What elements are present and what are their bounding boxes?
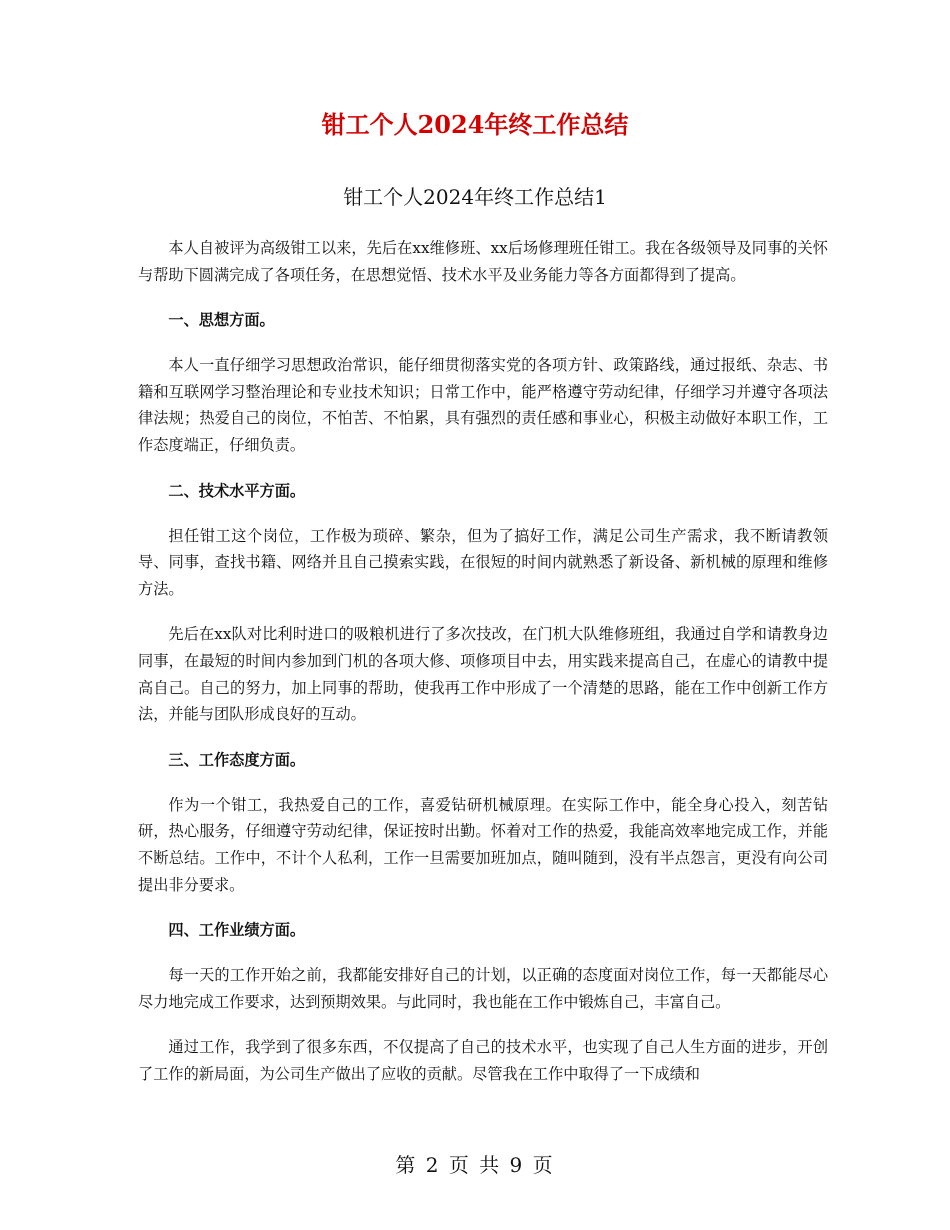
page-number-footer: 第 2 页 共 9 页	[395, 1153, 555, 1177]
paragraph-intro: 本人自被评为高级钳工以来，先后在xx维修班、xx后场修理班任钳工。我在各级领导及同事的关怀与帮助下圆满完成了各项任务，在思想觉悟、技术水平及业务能力等各方面都得到了提高。	[138, 239, 828, 284]
paragraph-attitude: 作为一个钳工，我热爱自己的工作，喜爱钻研机械原理。在实际工作中，能全身心投入，刻苦钻研，热心服务，仔细遵守劳动纪律，保证按时出勤。怀着对工作的热爱，我能高效率地完成工作，并能不断总结。工作中，不计个人私利，工作一旦需要加班加点，随叫随到，没有半点怨言，更没有向公司提出非分要求。	[138, 795, 828, 894]
section-heading-thought: 一、思想方面。	[168, 311, 275, 330]
paragraph-performance-1: 每一天的工作开始之前，我都能安排好自己的计划，以正确的态度面对岗位工作，每一天都能尽心尽力地完成工作要求，达到预期效果。与此同时，我也能在工作中锻炼自己，丰富自己。	[138, 966, 828, 1011]
section-heading-attitude: 三、工作态度方面。	[168, 750, 306, 769]
section-heading-performance: 四、工作业绩方面。	[168, 921, 306, 940]
document-subtitle: 钳工个人2024年终工作总结1	[343, 185, 607, 209]
paragraph-technical-2: 先后在xx队对比利时进口的吸粮机进行了多次技改，在门机大队维修班组，我通过自学和请教身边同事，在最短的时间内参加到门机的各项大修、项修项目中去，用实践来提高自己，在虚心的请教中提高自己。自己的努力，加上同事的帮助，使我再工作中形成了一个清楚的思路，能在工作中创新工作方法，并能与团队形成良好的互动。	[138, 625, 828, 724]
paragraph-thought: 本人一直仔细学习思想政治常识，能仔细贯彻落实党的各项方针、政策路线，通过报纸、杂志、书籍和互联网学习整治理论和专业技术知识；日常工作中，能严格遵守劳动纪律，仔细学习并遵守各项法律法规；热爱自己的岗位，不怕苦、不怕累，具有强烈的责任感和事业心，积极主动做好本职工作，工作态度端正，仔细负责。	[138, 356, 828, 454]
section-heading-technical: 二、技术水平方面。	[168, 481, 306, 500]
document-title: 钳工个人2024年终工作总结	[321, 110, 629, 139]
paragraph-performance-2: 通过工作，我学到了很多东西，不仅提高了自己的技术水平，也实现了自己人生方面的进步，开创了工作的新局面，为公司生产做出了应收的贡献。尽管我在工作中取得了一下成绩和	[138, 1038, 828, 1083]
paragraph-technical-1: 担任钳工这个岗位，工作极为琐碎、繁杂，但为了搞好工作，满足公司生产需求，我不断请教领导、同事，查找书籍、网络并且自己摸索实践，在很短的时间内就熟悉了新设备、新机械的原理和维修方法。	[138, 526, 828, 598]
document-body	[138, 235, 828, 1106]
